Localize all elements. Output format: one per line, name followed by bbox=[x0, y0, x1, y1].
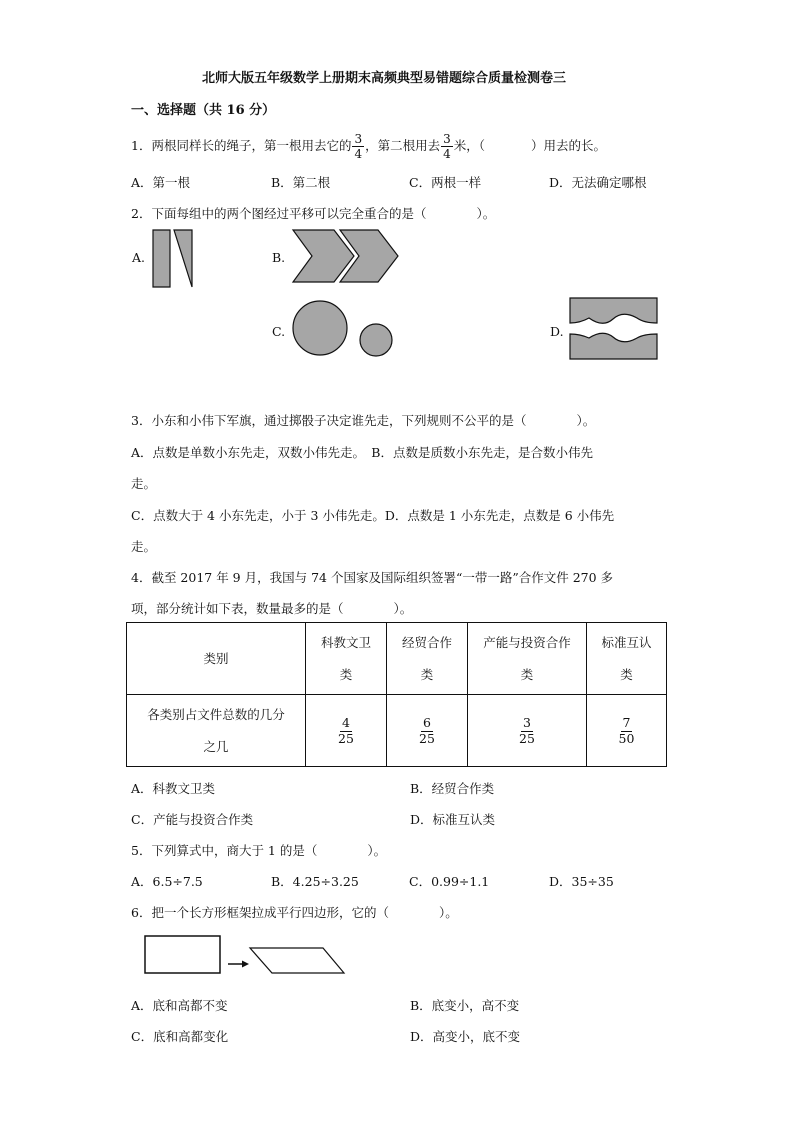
question-2-stem: 2．下面每组中的两个图经过平移可以完全重合的是（ ）。 bbox=[131, 206, 496, 221]
question-6-stem: 6．把一个长方形框架拉成平行四边形，它的（ ）。 bbox=[131, 905, 458, 920]
table-header-col1-line2: 类 bbox=[339, 666, 353, 682]
question-4-stem-line-2: 项，部分统计如下表，数量最多的是（ ）。 bbox=[131, 601, 413, 616]
table-row-label-line1: 各类别占文件总数的几分 bbox=[147, 706, 285, 722]
table-row bbox=[127, 695, 667, 767]
q1-fraction-2-denominator: 4 bbox=[443, 147, 451, 161]
fraction-3-numerator: 3 bbox=[523, 715, 531, 730]
q2-option-a-label[interactable]: A. bbox=[132, 250, 146, 265]
q2-option-d-label[interactable]: D. bbox=[550, 324, 564, 339]
fraction-3-denominator: 25 bbox=[519, 730, 535, 746]
q3-options-line-2: 走。 bbox=[131, 476, 157, 491]
q1-option-b[interactable]: B．第二根 bbox=[271, 175, 331, 190]
q2-d-bottom-shape bbox=[570, 333, 657, 359]
q4-option-a[interactable]: A．科教文卫类 bbox=[131, 781, 216, 796]
q2-option-c-label[interactable]: C. bbox=[272, 324, 286, 339]
arrow-head-icon bbox=[242, 961, 249, 968]
table-header-col3 bbox=[468, 623, 587, 695]
table-row-label-line2: 之几 bbox=[203, 738, 229, 754]
q4-option-d[interactable]: D．标准互认类 bbox=[410, 812, 496, 827]
q2-option-c-figure bbox=[290, 300, 396, 360]
q1-text-part3: 米，（ bbox=[453, 138, 486, 153]
fraction-1-numerator: 4 bbox=[342, 715, 350, 730]
q6-rectangle-to-parallelogram-figure bbox=[140, 934, 346, 980]
q4-option-c[interactable]: C．产能与投资合作类 bbox=[131, 812, 254, 827]
fraction-1 bbox=[338, 717, 354, 745]
q2-option-a-figure bbox=[150, 228, 196, 290]
q2-c-small-circle bbox=[360, 324, 392, 356]
q6-option-b[interactable]: B．底变小，高不变 bbox=[410, 998, 520, 1013]
q1-fraction-2-numerator: 3 bbox=[443, 132, 451, 146]
fraction-2-denominator: 25 bbox=[419, 730, 435, 746]
table-header-col1-line1: 科教文卫 bbox=[320, 634, 371, 650]
q3-options-line-1[interactable]: A．点数是单数小东先走，双数小伟先走。 B．点数是质数小东先走，是合数小伟先 bbox=[131, 445, 593, 460]
question-4-stem-line-1: 4．截至 2017 年 9 月，我国与 74 个国家及国际组织签署“一带一路”合作文件 270 多 bbox=[131, 570, 614, 585]
q5-option-d[interactable]: D．35÷35 bbox=[549, 874, 614, 889]
q4-option-b[interactable]: B．经贸合作类 bbox=[410, 781, 495, 796]
q2-option-d-figure bbox=[568, 296, 660, 362]
q1-text-part4: ）用去的长。 bbox=[531, 138, 607, 153]
q2-b-chevron-left bbox=[293, 230, 354, 282]
table-header-col3-line1: 产能与投资合作 bbox=[483, 634, 571, 650]
q2-d-top-shape bbox=[570, 298, 657, 323]
table-header-col4 bbox=[587, 623, 667, 695]
q6-parallelogram bbox=[250, 948, 344, 973]
question-1-stem bbox=[131, 133, 606, 160]
q4-statistics-table bbox=[126, 622, 667, 767]
q5-option-c[interactable]: C．0.99÷1.1 bbox=[409, 874, 490, 889]
fraction-3 bbox=[519, 717, 535, 745]
q5-option-b[interactable]: B．4.25÷3.25 bbox=[271, 874, 359, 889]
q1-fraction-1-denominator: 4 bbox=[354, 147, 363, 161]
q1-fraction-2 bbox=[441, 133, 453, 160]
document-title: 北师大版五年级数学上册期末高频典型易错题综合质量检测卷三 bbox=[202, 71, 567, 86]
q1-option-d[interactable]: D．无法确定哪根 bbox=[549, 175, 647, 190]
table-cell-fraction-4 bbox=[587, 695, 667, 767]
q1-text-part1: 1．两根同样长的绳子，第一根用去它的 bbox=[131, 138, 352, 153]
q6-rectangle bbox=[145, 936, 220, 973]
q6-option-a[interactable]: A．底和高都不变 bbox=[131, 998, 228, 1013]
table-row bbox=[127, 623, 667, 695]
q6-option-d[interactable]: D．高变小，底不变 bbox=[410, 1029, 521, 1044]
table-header-col2 bbox=[387, 623, 468, 695]
q2-option-b-label[interactable]: B. bbox=[272, 250, 286, 265]
fraction-4 bbox=[619, 717, 635, 745]
table-header-col1 bbox=[306, 623, 387, 695]
table-header-col3-line2: 类 bbox=[520, 666, 534, 682]
table-header-col2-line2: 类 bbox=[420, 666, 434, 682]
q1-option-c[interactable]: C．两根一样 bbox=[409, 175, 482, 190]
q3-options-line-3[interactable]: C．点数大于 4 小东先走，小于 3 小伟先走。D．点数是 1 小东先走，点数是 6 小伟先 bbox=[131, 508, 615, 523]
fraction-1-denominator: 25 bbox=[338, 730, 354, 746]
q2-a-right-triangle bbox=[174, 230, 192, 287]
fraction-4-numerator: 7 bbox=[622, 715, 631, 730]
q1-option-a[interactable]: A．第一根 bbox=[131, 175, 191, 190]
fraction-2-numerator: 6 bbox=[423, 715, 431, 730]
table-row-label bbox=[127, 695, 306, 767]
q6-option-c[interactable]: C．底和高都变化 bbox=[131, 1029, 229, 1044]
table-cell-fraction-2 bbox=[387, 695, 468, 767]
q2-c-large-circle bbox=[293, 301, 347, 355]
q5-option-a[interactable]: A．6.5÷7.5 bbox=[131, 874, 203, 889]
q1-text-part2: ，第二根用去 bbox=[365, 138, 441, 153]
q3-options-line-4: 走。 bbox=[131, 539, 157, 554]
section-heading-choice: 一、选择题（共 16 分） bbox=[131, 103, 276, 118]
table-cell-fraction-3 bbox=[468, 695, 587, 767]
table-header-col4-line2: 类 bbox=[620, 666, 633, 682]
table-header-category: 类别 bbox=[127, 623, 306, 695]
q1-fraction-1 bbox=[352, 133, 364, 160]
q2-a-left-shape bbox=[153, 230, 170, 287]
question-5-stem: 5．下列算式中，商大于 1 的是（ ）。 bbox=[131, 843, 387, 858]
fraction-4-denominator: 50 bbox=[618, 730, 635, 746]
table-header-col4-line1: 标准互认 bbox=[601, 634, 652, 650]
q1-fraction-1-numerator: 3 bbox=[354, 132, 363, 146]
question-3-stem: 3．小东和小伟下军旗，通过掷骰子决定谁先走，下列规则不公平的是（ ）。 bbox=[131, 413, 596, 428]
q2-option-b-figure bbox=[290, 228, 402, 286]
table-header-col2-line1: 经贸合作 bbox=[401, 634, 452, 650]
fraction-2 bbox=[419, 717, 435, 745]
table-cell-fraction-1 bbox=[306, 695, 387, 767]
